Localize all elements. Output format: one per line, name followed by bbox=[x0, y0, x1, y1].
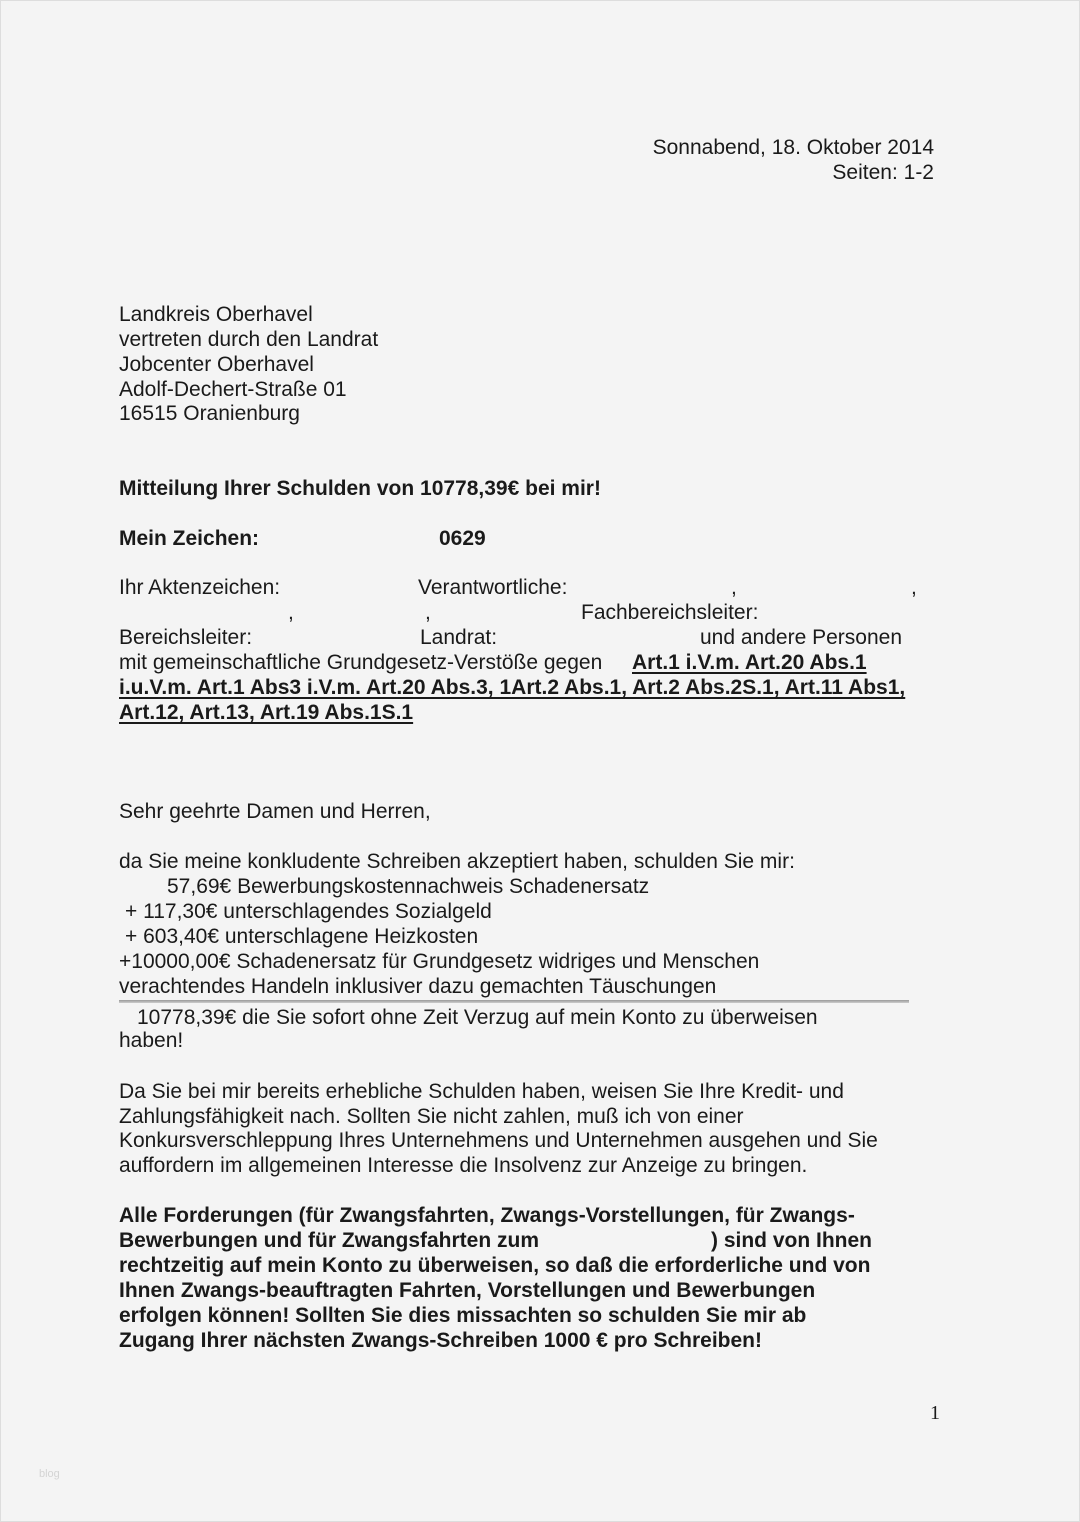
fachbereichsleiter-label: Fachbereichsleiter: bbox=[581, 601, 759, 624]
landrat-label: Landrat: bbox=[420, 626, 498, 649]
debt-item: + 603,40€ unterschlagene Heizkosten bbox=[125, 925, 479, 948]
demand-line: Ihnen Zwangs-beauftragten Fahrten, Vorstellungen und Bewerbungen bbox=[119, 1279, 816, 1302]
debt-total: haben! bbox=[119, 1029, 184, 1052]
reference-label: Mein Zeichen: bbox=[119, 527, 260, 550]
aktenzeichen-label: Ihr Aktenzeichen: bbox=[119, 576, 281, 599]
debts-intro: da Sie meine konkludente Schreiben akzeptiert haben, schulden Sie mir: bbox=[119, 850, 795, 873]
letter-date: Sonnabend, 18. Oktober 2014 bbox=[652, 136, 934, 159]
address-line: Jobcenter Oberhavel bbox=[119, 353, 314, 376]
subject-line: Mitteilung Ihrer Schulden von 10778,39€ bei mir! bbox=[119, 477, 601, 500]
demand-line: Zugang Ihrer nächsten Zwangs-Schreiben 1000 € pro Schreiben! bbox=[119, 1329, 762, 1352]
comma: , bbox=[425, 601, 431, 624]
articles-line: i.u.V.m. Art.1 Abs3 i.V.m. Art.20 Abs.3, 1Art.2 Abs.1, Art.2 Abs.2S.1, Art.11 Abs1, bbox=[119, 676, 906, 699]
verantwortliche-label: Verantwortliche: bbox=[418, 576, 568, 599]
demand-line: ) sind von Ihnen bbox=[711, 1229, 872, 1252]
demand-line: Alle Forderungen (für Zwangsfahrten, Zwangs-Vorstellungen, für Zwangs- bbox=[119, 1204, 855, 1227]
comma: , bbox=[911, 576, 917, 599]
paragraph-line: Da Sie bei mir bereits erhebliche Schulden haben, weisen Sie Ihre Kredit- und bbox=[119, 1080, 844, 1103]
page-number: 1 bbox=[930, 1402, 940, 1424]
demand-line: rechtzeitig auf mein Konto zu überweisen, so daß die erforderliche und von bbox=[119, 1254, 871, 1277]
paragraph-line: Zahlungsfähigkeit nach. Sollten Sie nicht zahlen, muß ich von einer bbox=[119, 1105, 744, 1128]
address-line: Adolf-Dechert-Straße 01 bbox=[119, 378, 347, 401]
debt-item: 57,69€ Bewerbungskostennachweis Schadenersatz bbox=[167, 875, 650, 898]
paragraph-line: Konkursverschleppung Ihres Unternehmens und Unternehmen ausgehen und Sie bbox=[119, 1129, 878, 1152]
debt-item: +10000,00€ Schadenersatz für Grundgesetz widriges und Menschen bbox=[119, 950, 760, 973]
articles-line: Art.1 i.V.m. Art.20 Abs.1 bbox=[632, 651, 867, 674]
address-line: 16515 Oranienburg bbox=[119, 402, 300, 425]
salutation: Sehr geehrte Damen und Herren, bbox=[119, 800, 431, 823]
comma: , bbox=[731, 576, 737, 599]
comma: , bbox=[288, 601, 294, 624]
reference-value: 0629 bbox=[439, 527, 486, 550]
watermark: blog bbox=[39, 1468, 60, 1480]
debt-item: verachtendes Handeln inklusiver dazu gemachten Täuschungen bbox=[119, 975, 717, 998]
articles-line: Art.12, Art.13, Art.19 Abs.1S.1 bbox=[119, 701, 414, 724]
debt-total: 10778,39€ die Sie sofort ohne Zeit Verzug auf mein Konto zu überweisen bbox=[137, 1006, 818, 1029]
debt-item: + 117,30€ unterschlagendes Sozialgeld bbox=[125, 900, 492, 923]
demand-line: erfolgen können! Sollten Sie dies missachten so schulden Sie mir ab bbox=[119, 1304, 807, 1327]
address-line: Landkreis Oberhavel bbox=[119, 303, 313, 326]
paragraph-line: auffordern im allgemeinen Interesse die Insolvenz zur Anzeige zu bringen. bbox=[119, 1154, 808, 1177]
violations-intro: mit gemeinschaftliche Grundgesetz-Verstöße gegen bbox=[119, 651, 603, 674]
address-line: vertreten durch den Landrat bbox=[119, 328, 379, 351]
other-persons: und andere Personen bbox=[700, 626, 902, 649]
sum-divider bbox=[119, 1000, 909, 1003]
bereichsleiter-label: Bereichsleiter: bbox=[119, 626, 253, 649]
demand-line: Bewerbungen und für Zwangsfahrten zum bbox=[119, 1229, 540, 1252]
page-count: Seiten: 1-2 bbox=[832, 161, 934, 184]
